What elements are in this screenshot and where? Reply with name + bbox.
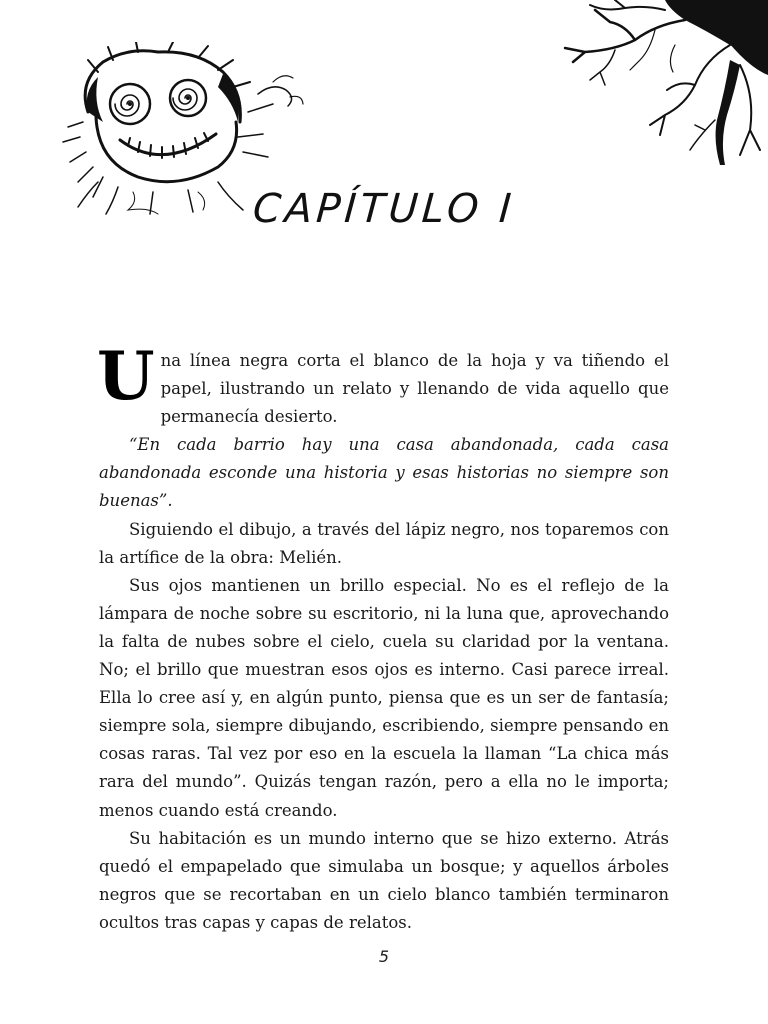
drop-cap: U [97, 337, 155, 415]
quote-paragraph: “En cada barrio hay una casa abandonada, cada casa abandonada esconde una historia y esas historias no siempre son buenas”. [99, 435, 669, 511]
chapter-title: CAPÍTULO I [251, 186, 517, 232]
paragraph [97, 337, 669, 431]
paragraph: Sus ojos mantienen un brillo especial. No es el reflejo de la lámpara de noche sobre su escritorio, ni la luna que, aprovechando la falta de nubes sobre el cielo, cuela su claridad por la ventana. No; el brillo que muestran esos ojos es interno. Casi parece irreal. Ella lo cree así y, en algún punto, piensa que es un ser de fantasía; siempre sola, siempre dibujando, escribiendo, siempre pensando en cosas raras. Tal vez por eso en la escuela la llaman “La chica más rara del mundo”. Quizás tengan razón, pero a ella no le importa; menos cuando está creando. [99, 575, 669, 820]
body-text [97, 337, 669, 937]
paragraph: Su habitación es un mundo interno que se hizo externo. Atrás quedó el empapelado que simulaba un bosque; y aquellos árboles negros que se recortaban en un cielo blanco también terminaron ocultos tras capas y capas de relatos. [99, 828, 669, 932]
paragraph-text: na línea negra corta el blanco de la hoja y va tiñendo el papel, ilustrando un relato y llenando de vida aquello que permanecía desierto. [160, 351, 669, 427]
paragraph: Siguiendo el dibujo, a través del lápiz negro, nos toparemos con la artífice de la obra: Melién. [99, 519, 669, 567]
page-number: 5 [378, 947, 390, 966]
branches-illustration [555, 0, 768, 175]
